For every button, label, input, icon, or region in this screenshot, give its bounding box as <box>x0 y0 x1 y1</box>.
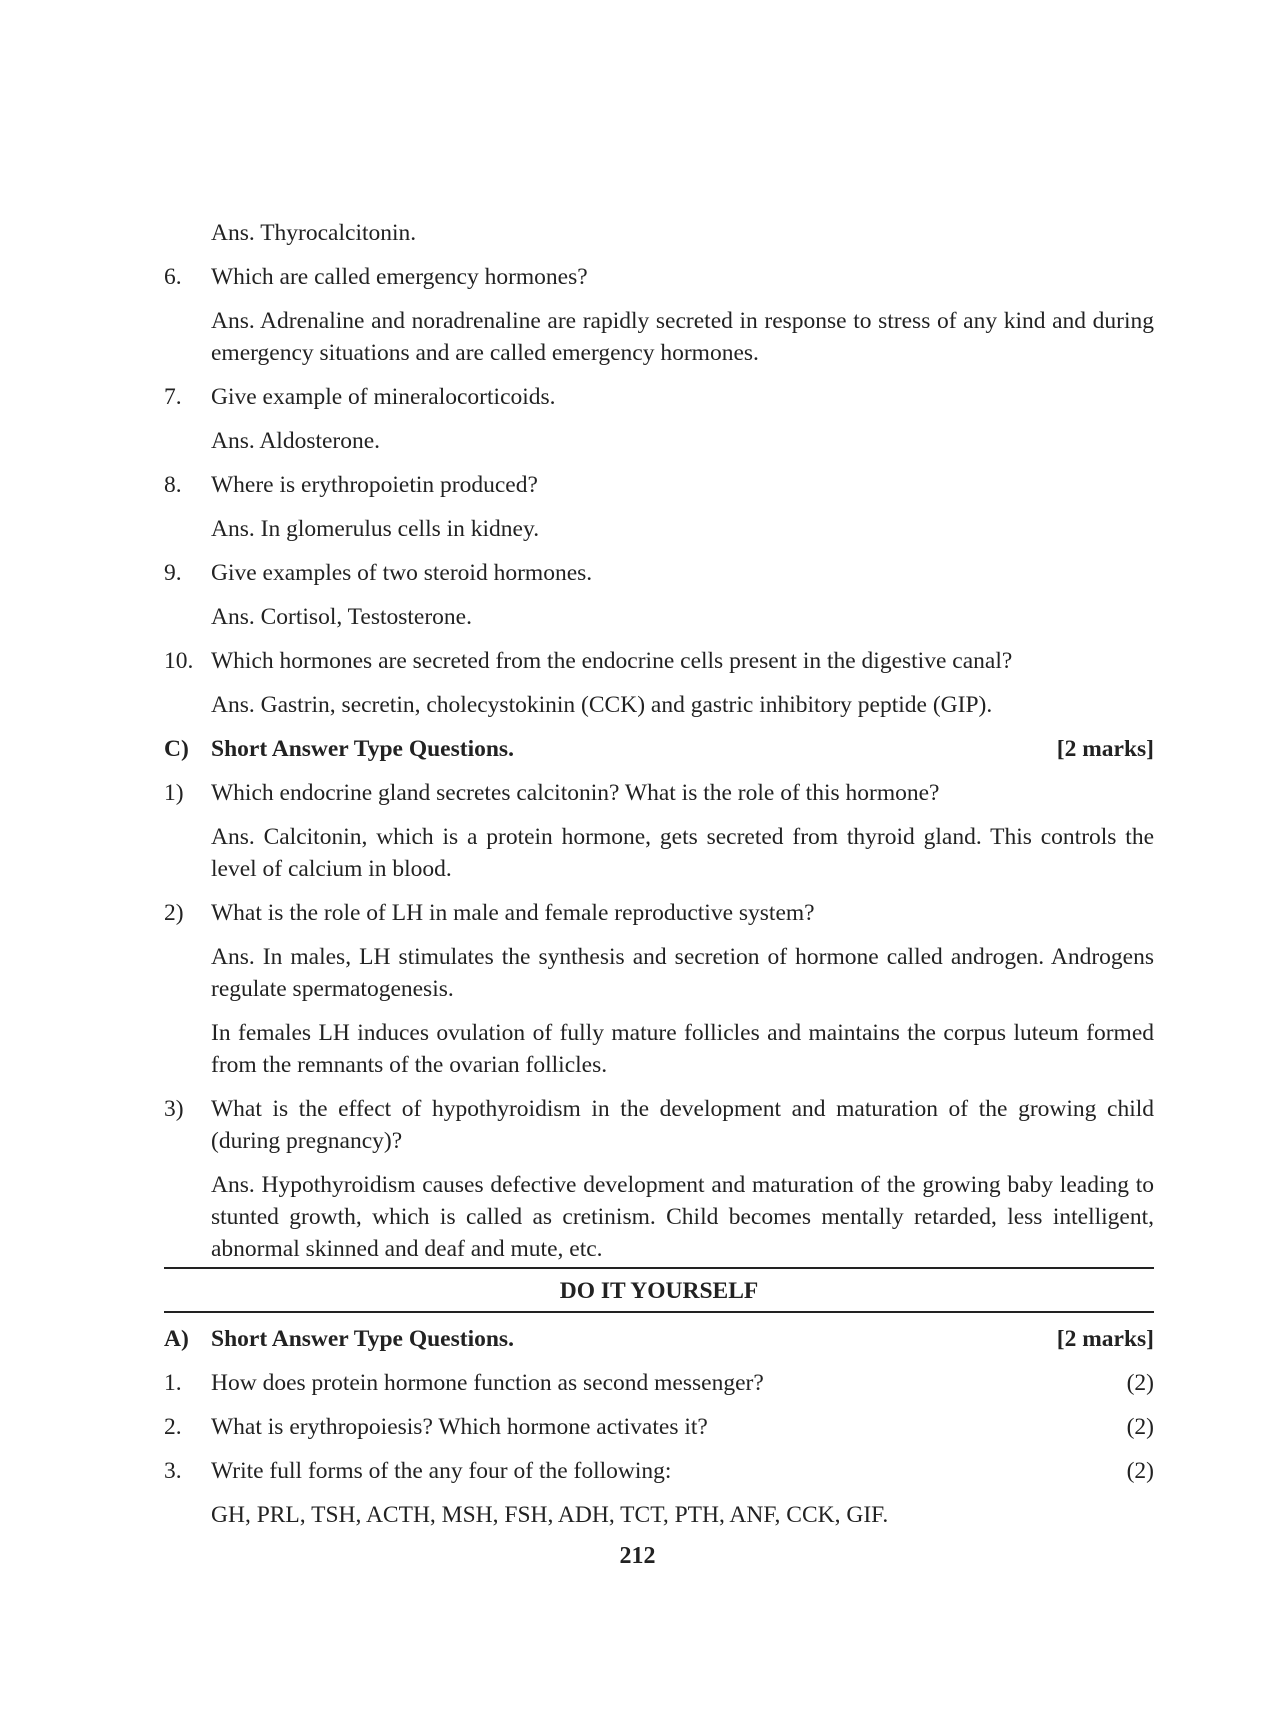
diy-section-a-heading <box>164 1323 1154 1355</box>
abbreviation-list: GH, PRL, TSH, ACTH, MSH, FSH, ADH, TCT, PTH, ANF, CCK, GIF. <box>211 1502 889 1528</box>
answer-text: Ans. Cortisol, Testosterone. <box>211 604 472 630</box>
diy-question-2 <box>164 1411 1154 1443</box>
answer-text: Ans. Hypothyroidism causes defective development and maturation of the growing baby leading to stunted growth, which is called as cretinism. Child becomes mentally retarded, less intelligent, abnormal skinned and deaf and mute, etc. <box>211 1172 1154 1262</box>
answer-text: Ans. Adrenaline and noradrenaline are rapidly secreted in response to stress of any kind and during emergency situations and are called emergency hormones. <box>211 308 1154 366</box>
answer-thyrocalcitonin: Ans. Thyrocalcitonin. <box>211 220 417 246</box>
question-10 <box>164 645 1154 721</box>
answer-text: Ans. Aldosterone. <box>211 428 381 454</box>
question-number: 3. <box>164 1458 182 1484</box>
section-c-question-2 <box>164 897 1154 1081</box>
section-c-question-1 <box>164 777 1154 885</box>
section-title: Short Answer Type Questions. <box>211 1326 514 1352</box>
question-6 <box>164 261 1154 369</box>
question-number: 2. <box>164 1414 182 1440</box>
section-marks: [2 marks] <box>1056 736 1154 762</box>
question-text: How does protein hormone function as second messenger? <box>211 1370 764 1396</box>
diy-question-3 <box>164 1455 1154 1487</box>
answer-text: Ans. Gastrin, secretin, cholecystokinin (CCK) and gastric inhibitory peptide (GIP). <box>211 692 993 718</box>
page-number: 212 <box>619 1543 656 1569</box>
question-number: 9. <box>164 560 182 586</box>
answer-text-continued: In females LH induces ovulation of fully mature follicles and maintains the corpus luteum formed from the remnants of the ovarian follicles. <box>211 1020 1154 1078</box>
answer-text: Ans. Calcitonin, which is a protein hormone, gets secreted from thyroid gland. This controls the level of calcium in blood. <box>211 824 1154 882</box>
answer-text: Ans. In males, LH stimulates the synthesis and secretion of hormone called androgen. Androgens regulate spermatogenesis. <box>211 944 1154 1002</box>
question-number: 1) <box>164 780 184 806</box>
question-number: 3) <box>164 1096 184 1122</box>
question-text: What is the role of LH in male and female reproductive system? <box>211 900 815 926</box>
question-number: 7. <box>164 384 182 410</box>
answer-text: Ans. In glomerulus cells in kidney. <box>211 516 540 542</box>
divider-bottom <box>164 1311 1154 1313</box>
section-marks: [2 marks] <box>1056 1326 1154 1352</box>
question-text: Where is erythropoietin produced? <box>211 472 538 498</box>
question-marks: (2) <box>1126 1370 1154 1396</box>
question-text: Write full forms of the any four of the following: <box>211 1458 672 1484</box>
question-text: Which are called emergency hormones? <box>211 264 588 290</box>
do-it-yourself-heading: DO IT YOURSELF <box>559 1278 759 1304</box>
question-number: 1. <box>164 1370 182 1396</box>
question-number: 2) <box>164 900 184 926</box>
question-number: 10. <box>164 648 194 674</box>
question-8 <box>164 469 1154 545</box>
question-number: 6. <box>164 264 182 290</box>
section-title: Short Answer Type Questions. <box>211 736 514 762</box>
question-text: What is erythropoiesis? Which hormone activates it? <box>211 1414 708 1440</box>
question-7 <box>164 381 1154 457</box>
question-9 <box>164 557 1154 633</box>
question-text: Which hormones are secreted from the endocrine cells present in the digestive canal? <box>211 648 1013 674</box>
question-text: Give example of mineralocorticoids. <box>211 384 556 410</box>
section-label: A) <box>164 1326 189 1352</box>
diy-question-1 <box>164 1367 1154 1399</box>
section-label: C) <box>164 736 189 762</box>
question-marks: (2) <box>1126 1458 1154 1484</box>
page-content <box>164 217 1154 1543</box>
question-marks: (2) <box>1126 1414 1154 1440</box>
question-text: Which endocrine gland secretes calcitonin? What is the role of this hormone? <box>211 780 940 806</box>
section-c-heading <box>164 733 1154 765</box>
section-c-question-3 <box>164 1093 1154 1265</box>
question-number: 8. <box>164 472 182 498</box>
question-text: What is the effect of hypothyroidism in the development and maturation of the growing child (during pregnancy)? <box>211 1096 1154 1154</box>
question-text: Give examples of two steroid hormones. <box>211 560 593 586</box>
